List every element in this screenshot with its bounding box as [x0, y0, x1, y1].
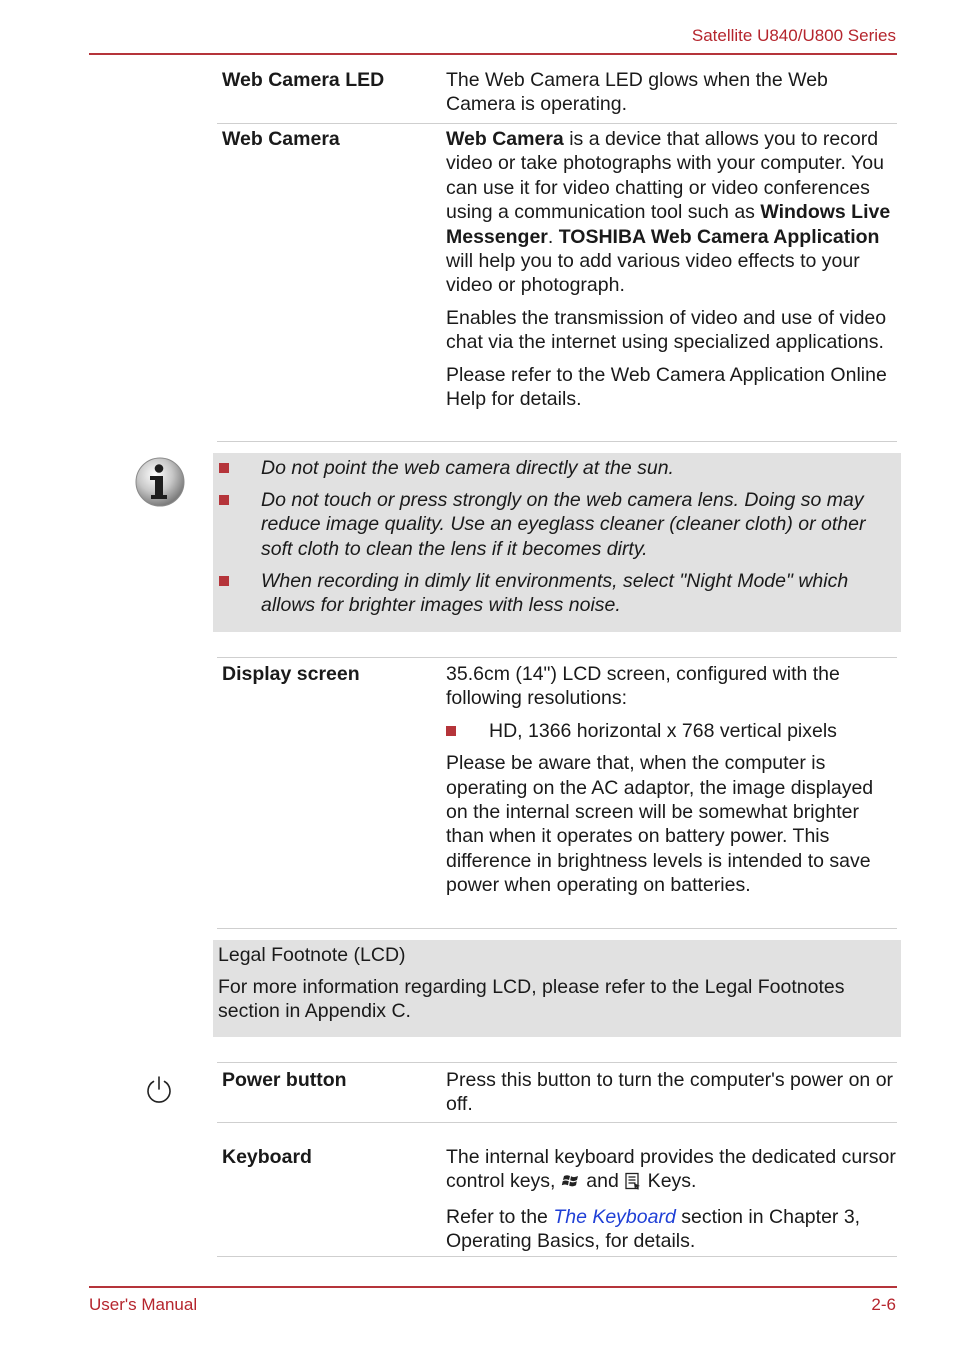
row-divider — [217, 657, 897, 658]
bullet-marker — [219, 463, 229, 473]
row-divider — [217, 441, 897, 442]
desc-web-camera — [446, 127, 898, 411]
note-item: Do not touch or press strongly on the web camera lens. Doing so may reduce image quality. Use an eyeglass cleaner (cleaner cloth) or other soft cloth to clean the lens if it becomes dirty. — [261, 489, 866, 560]
note-item: Do not point the web camera directly at the sun. — [261, 457, 674, 479]
bullet-marker — [219, 576, 229, 586]
bullet-marker — [446, 726, 456, 736]
desc-power-button — [446, 1068, 898, 1117]
desc-text: The Web Camera LED glows when the Web Camera is operating. — [446, 69, 828, 116]
bullet-marker — [219, 495, 229, 505]
term-display-screen: Display screen — [222, 663, 360, 685]
display-paragraph-2: Please be aware that, when the computer is operating on the AC adaptor, the image displayed on the internal screen will be somewhat brighter than when it operates on battery power. This difference in brightness levels is intended to save power when operating on batteries. — [446, 752, 874, 897]
desc-web-camera-led — [446, 68, 898, 117]
footer-rule — [89, 1286, 897, 1288]
row-divider — [217, 1256, 897, 1257]
note-box — [213, 453, 901, 632]
footer-page-number: 2-6 — [871, 1295, 896, 1314]
legal-footnote-text: For more information regarding LCD, please refer to the Legal Footnotes section in Appendix C. — [218, 976, 845, 1023]
power-icon — [145, 1075, 173, 1111]
legal-footnote-title: Legal Footnote (LCD) — [218, 944, 406, 966]
display-paragraph-1: 35.6cm (14") LCD screen, configured with the following resolutions: — [446, 663, 840, 710]
keyboard-paragraph-2: Refer to the The Keyboard section in Chapter 3, Operating Basics, for details. — [446, 1205, 861, 1253]
windows-key-icon — [561, 1172, 581, 1196]
note-item: When recording in dimly lit environments, select "Night Mode" which allows for brighter images with less noise. — [261, 570, 849, 617]
info-icon — [135, 456, 187, 514]
web-camera-paragraph-3: Please refer to the Web Camera Application Online Help for details. — [446, 363, 887, 411]
keyboard-paragraph-1: The internal keyboard provides the dedicated cursor control keys, and Keys. — [446, 1145, 898, 1197]
footer-manual-title: User's Manual — [89, 1295, 198, 1314]
web-camera-paragraph-2: Enables the transmission of video and use of video chat via the internet using specialized applications. — [446, 306, 887, 354]
application-key-icon — [624, 1172, 642, 1196]
row-divider — [217, 1062, 897, 1063]
desc-display-screen — [446, 662, 898, 898]
desc-keyboard — [446, 1145, 898, 1254]
the-keyboard-link[interactable]: The Keyboard — [553, 1205, 676, 1228]
term-web-camera: Web Camera — [222, 128, 340, 150]
row-divider — [217, 1122, 897, 1123]
header-rule — [89, 53, 897, 55]
web-camera-paragraph-1: Web Camera is a device that allows you to record video or take photographs with your computer. You can use it for video chatting or video conferences using a communication tool such as Windows Live Messenger. TOSHIBA Web Camera Application will help you to add various video effects to your video or photograph. — [446, 128, 891, 297]
legal-footnote-box — [213, 940, 901, 1037]
display-bullet-item: HD, 1366 horizontal x 768 vertical pixels — [446, 719, 898, 743]
header-title: Satellite U840/U800 Series — [691, 26, 896, 45]
row-divider — [217, 123, 897, 124]
term-web-camera-led: Web Camera LED — [222, 69, 385, 91]
desc-text: Press this button to turn the computer's power on or off. — [446, 1069, 894, 1116]
row-divider — [217, 928, 897, 929]
term-power-button: Power button — [222, 1069, 347, 1091]
term-keyboard: Keyboard — [222, 1146, 312, 1168]
